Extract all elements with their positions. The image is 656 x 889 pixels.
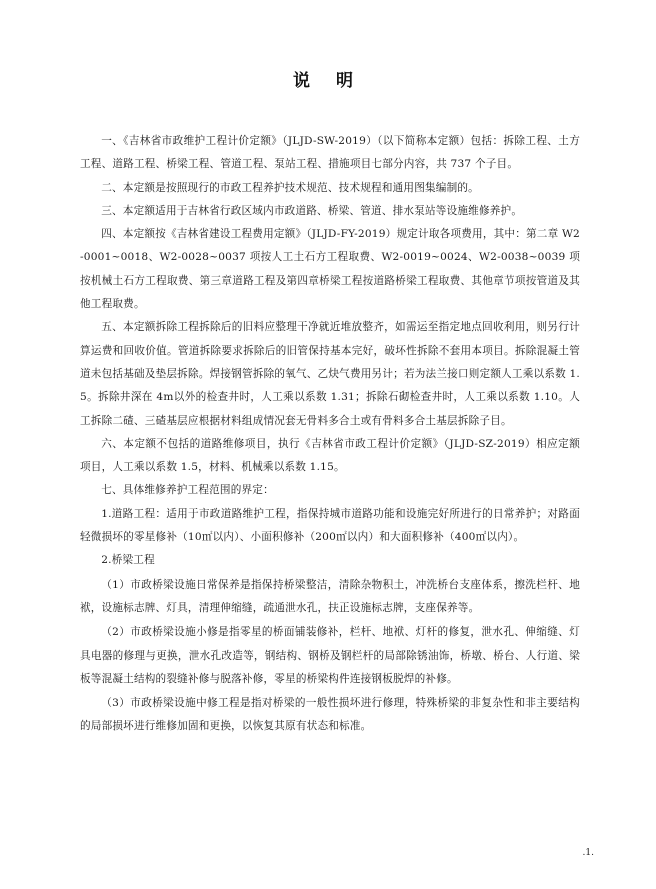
paragraph-road-works: 1.道路工程：适用于市政道路维护工程，指保持城市道路功能和设施完好所进行的日常养护；对路面轻微损坏的零星修补（10㎡以内）、小面积修补（200㎡以内）和大面积修补（400㎡以内）。 <box>80 507 580 544</box>
paragraph-6: 六、本定额不包括的道路维修项目，执行《吉林省市政工程计价定额》（JLJD-SZ-2019）相应定额项目，人工乘以系数 1.5，材料、机械乘以系数 1.15。 <box>80 437 580 474</box>
page-number: .1. <box>582 848 594 858</box>
paragraph-4: 四、本定额按《吉林省建设工程费用定额》（JLJD-FY-2019）规定计取各项费用，其中：第二章 W2-0001~0018、W2-0028~0037 项按人工土石方工程取费、W2-0019~0024、W2-0038~0039 项按机械土石方工程取费、第三章道路工程及第四章桥梁工程按道路桥梁工程取费、其他章节项按管道及其他工程取费。 <box>80 228 580 311</box>
document-body <box>80 130 580 739</box>
paragraph-2: 二、本定额是按照现行的市政工程养护技术规范、技术规程和通用图集编制的。 <box>101 181 479 194</box>
paragraph-bridge-1: （1）市政桥梁设施日常保养是指保持桥梁整洁，清除杂物积土，冲洗桥台支座体系，擦洗栏杆、地袱，设施标志牌、灯具，清理伸缩缝，疏通泄水孔，扶正设施标志牌，支座保养等。 <box>80 578 580 614</box>
paragraph-1: 一、《吉林省市政维护工程计价定额》（JLJD-SW-2019）（以下简称本定额）包括：拆除工程、土方工程、道路工程、桥梁工程、管道工程、泵站工程、措施项目七部分内容，共 737 个子目。 <box>80 135 580 171</box>
page-title: 说 明 <box>293 71 363 91</box>
paragraph-bridge-2: （2）市政桥梁设施小修是指零星的桥面铺装修补，栏杆、地袱、灯杆的修复，泄水孔、伸缩缝、灯具电器的修理与更换，泄水孔改造等，钢结构、钢桥及钢栏杆的局部除锈油饰，桥墩、桥台、人行道、梁板等混凝土结构的裂缝补修与脱落补修，零星的桥梁构件连接钢板脱焊的补修。 <box>80 626 580 685</box>
paragraph-bridge-3: （3）市政桥梁设施中修工程是指对桥梁的一般性损坏进行修理，特殊桥梁的非复杂性和非主要结构的局部损坏进行维修加固和更换，以恢复其原有状态和标准。 <box>80 697 580 733</box>
paragraph-7: 七、具体维修养护工程范围的界定： <box>101 484 274 497</box>
paragraph-bridge-heading: 2.桥梁工程 <box>101 554 155 567</box>
paragraph-5: 五、本定额拆除工程拆除后的旧料应整理干净就近堆放整齐，如需运至指定地点回收利用，则另行计算运费和回收价值。管道拆除要求拆除后的旧管保持基本完好，破坏性拆除不套用本项目。拆除混凝土管道未包括基础及垫层拆除。焊接钢管拆除的氧气、乙炔气费用另计；若为法兰接口则定额人工乘以系数 1.5。拆除井深在 4m以外的检查井时，人工乘以系数 1.31；拆除石砌检查井时，人工乘以系数 1.10。人工拆除二碴、三碴基层应根据材料组成情况套无骨料多合土或有骨料多合土基层拆除子目。 <box>80 321 580 427</box>
paragraph-3: 三、本定额适用于吉林省行政区域内市政道路、桥梁、管道、排水泵站等设施维修养护。 <box>101 204 523 217</box>
